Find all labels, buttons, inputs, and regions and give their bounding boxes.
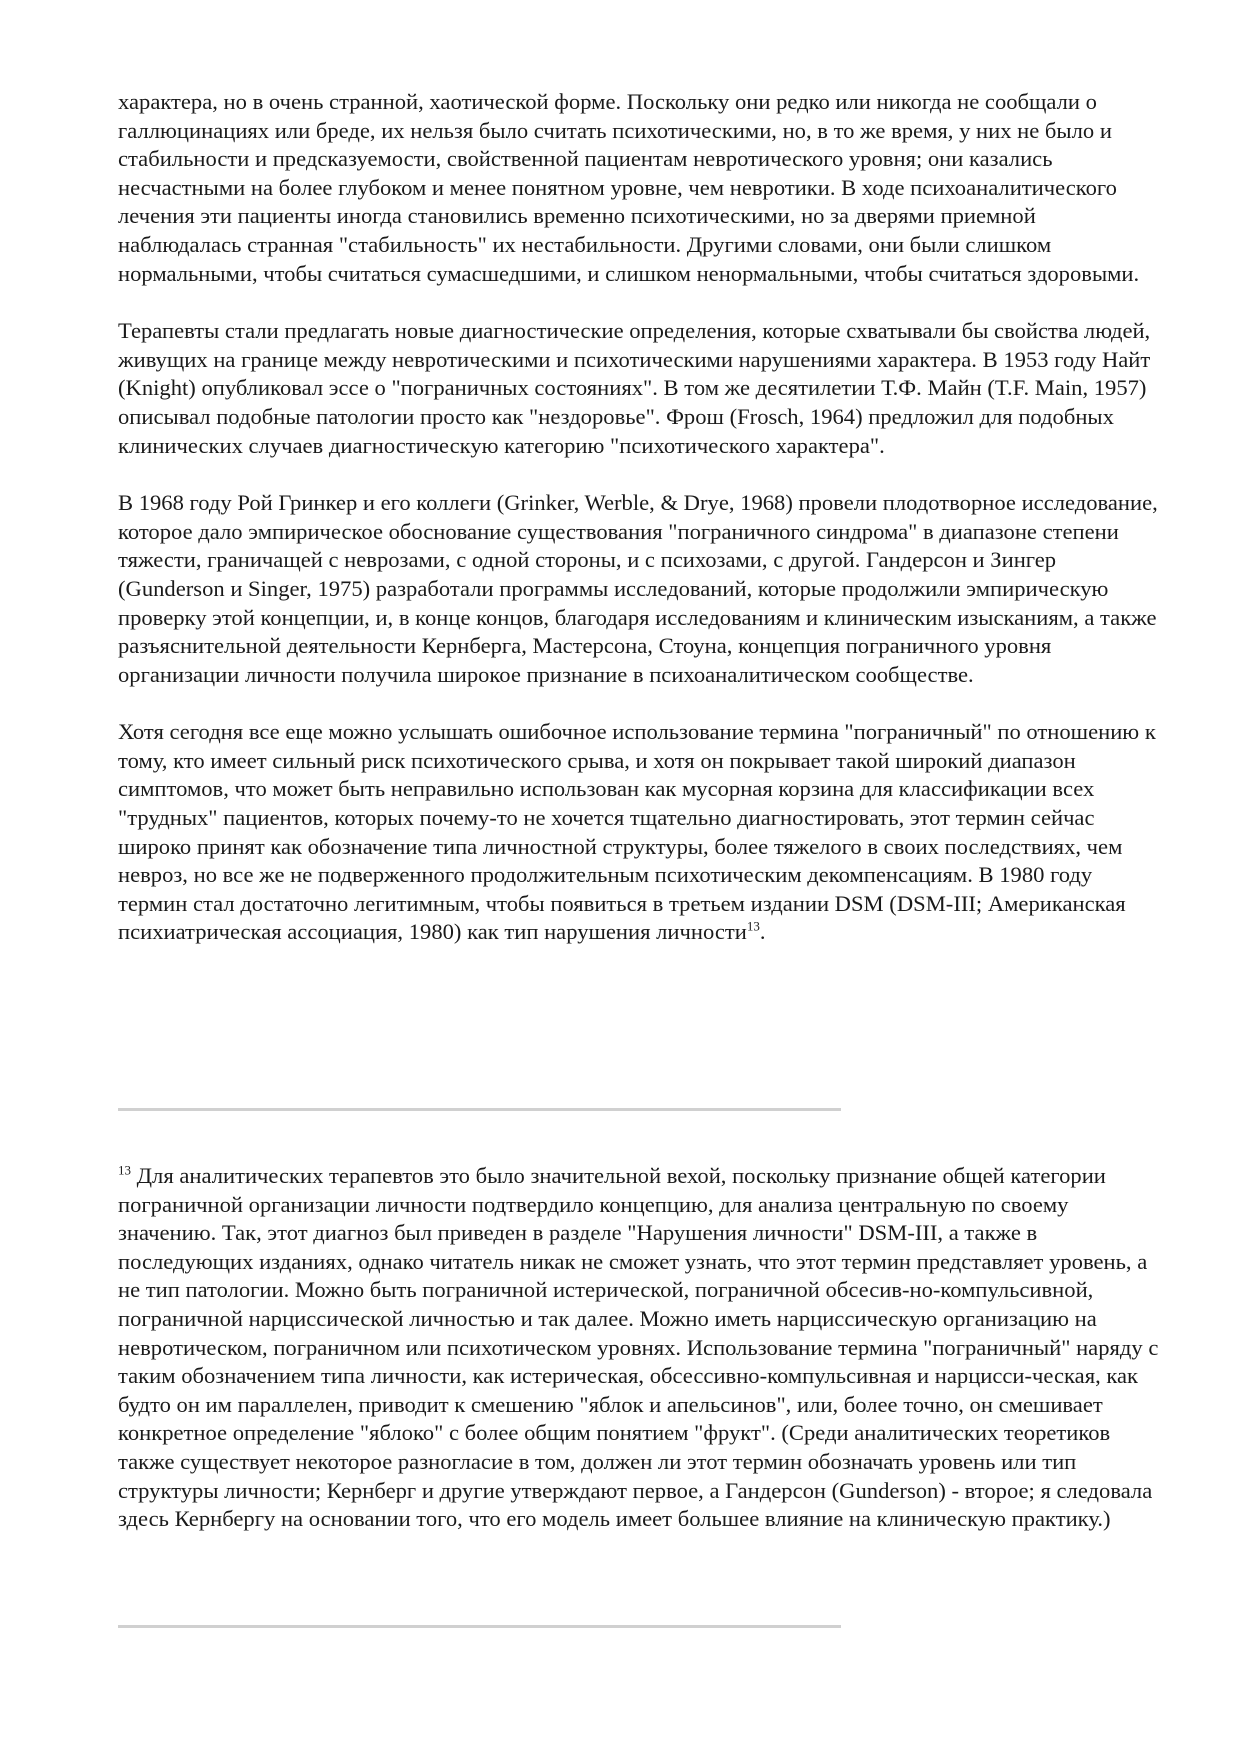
document-body (118, 88, 1158, 947)
footnote-reference-13: 13 (746, 918, 760, 934)
paragraph-1: характера, но в очень странной, хаотической форме. Поскольку они редко или никогда не сообщали о галлюцинациях или бреде, их нельзя было считать психотическими, но, в то же время, у них не было и стабильности и предсказуемости, свойственной пациентам невротического уровня; они казались несчастными на более глубоком и менее понятном уровне, чем невротики. В ходе психоаналитического лечения эти пациенты иногда становились временно психотическими, но за дверями приемной наблюдалась странная "стабильность" их нестабильности. Другими словами, они были слишком нормальными, чтобы считаться сумасшедшими, и слишком ненормальными, чтобы считаться здоровыми. (118, 89, 1140, 286)
paragraph-2: Терапевты стали предлагать новые диагностические определения, которые схватывали бы свойства людей, живущих на границе между невротическими и психотическими нарушениями характера. В 1953 году Найт (Knight) опубликовал эссе о "пограничных состояниях". В том же десятилетии Т.Ф. Майн (T.F. Main, 1957) описывал подобные патологии просто как "нездоровье". Фрош (Frosch, 1964) предложил для подобных клинических случаев диагностическую категорию "психотического характера". (118, 318, 1151, 458)
paragraph-4-tail: . (759, 919, 766, 945)
footnote-13 (118, 1162, 1163, 1534)
footnote-text: Для аналитических терапевтов это было значительной вехой, поскольку признание общей категории пограничной организации личности подтвердило концепцию, для анализа центральную по своему значению. Так, этот диагноз был приведен в разделе "Нарушения личности" DSM-III, а также в последующих изданиях, однако читатель никак не сможет узнать, что этот термин представляет уровень, а не тип патологии. Можно быть пограничной истерической, пограничной обсесив-но-компульсивной, пограничной нарциссической личностью и так далее. Можно иметь нарциссическую организацию на невротическом, пограничном или психотическом уровнях. Использование термина "пограничный" наряду с таким обозначением типа личности, как истерическая, обсессивно-компульсивная и нарцисси-ческая, как будто он им параллелен, приводит к смешению "яблок и апельсинов", или, более точно, он смешивает конкретное определение "яблоко" с более общим понятием "фрукт". (Среди аналитических теоретиков также существует некоторое разногласие в том, должен ли этот термин обозначать уровень или тип структуры личности; Кернберг и другие утверждают первое, а Гандерсон (Gunderson) - второе; я следовала здесь Кернбергу на основании того, что его модель имеет большее влияние на клиническую практику.) (118, 1163, 1159, 1532)
paragraph-4-text: Хотя сегодня все еще можно услышать ошибочное использование термина "пограничный" по отношению к тому, кто имеет сильный риск психотического срыва, и хотя он покрывает такой широкий диапазон симптомов, что может быть неправильно использован как мусорная корзина для классификации всех "трудных" пациентов, которых почему-то не хочется тщательно диагностировать, этот термин сейчас широко принят как обозначение типа личностной структуры, более тяжелого в своих последствиях, чем невроз, но все же не подверженного продолжительным психотическим декомпенсациям. В 1980 году термин стал достаточно легитимным, чтобы появиться в третьем издании DSM (DSM-III; Американская психиатрическая ассоциация, 1980) как тип нарушения личности (118, 719, 1156, 945)
footnote-separator-top (118, 1108, 841, 1111)
footnote-separator-bottom (118, 1625, 841, 1628)
paragraph-3: В 1968 году Рой Гринкер и его коллеги (Grinker, Werble, & Drye, 1968) провели плодотворное исследование, которое дало эмпирическое обоснование существования "пограничного синдрома" в диапазоне степени тяжести, граничащей с неврозами, с одной стороны, и с психозами, с другой. Гандерсон и Зингер (Gunderson и Singer, 1975) разработали программы исследований, которые продолжили эмпирическую проверку этой концепции, и, в конце концов, благодаря исследованиям и клиническим изысканиям, а также разъяснительной деятельности Кернберга, Мастерсона, Стоуна, концепция пограничного уровня организации личности получила широкое признание в психоаналитическом сообществе. (118, 490, 1158, 687)
paragraph-4 (118, 718, 1158, 947)
footnote-marker: 13 (118, 1162, 131, 1178)
